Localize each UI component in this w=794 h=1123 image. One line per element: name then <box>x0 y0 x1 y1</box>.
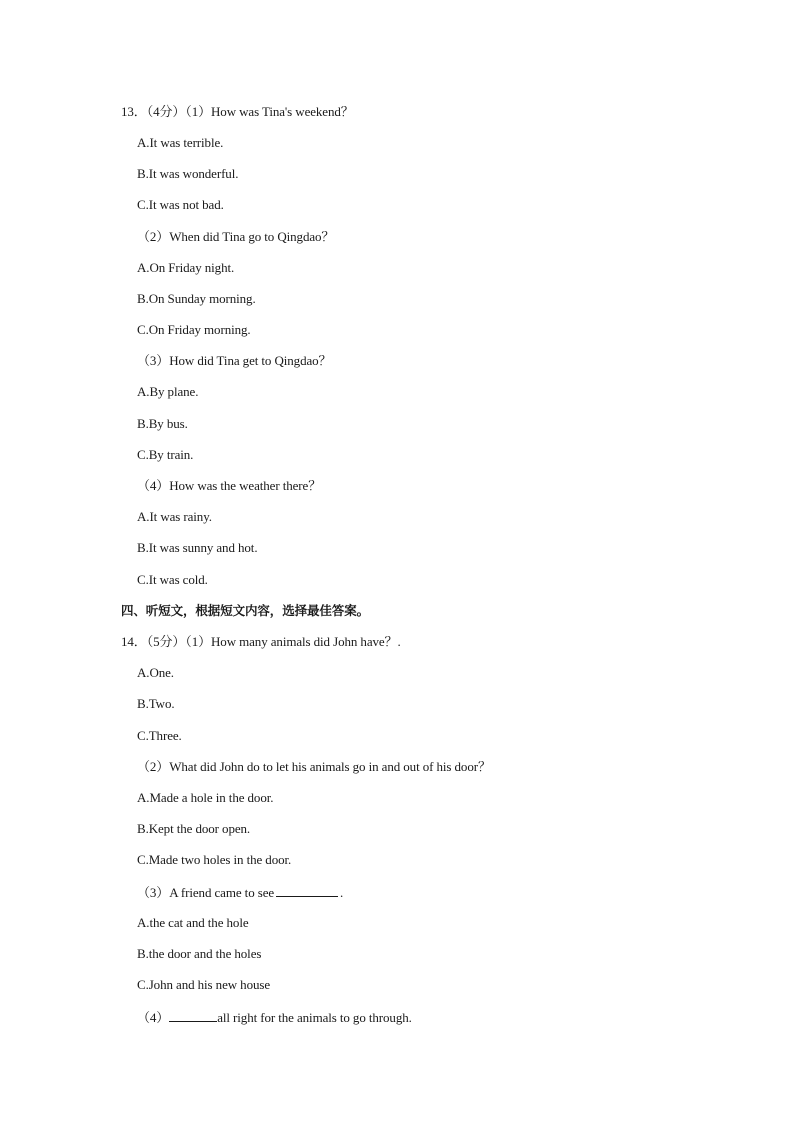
q14-s3-option-c: C.John and his new house <box>137 977 271 992</box>
q14-s1-option-b: B.Two. <box>137 696 175 711</box>
answer-blank <box>169 1009 217 1022</box>
q13-s3-question: （3）How did Tina get to Qingdao？ <box>137 353 332 368</box>
q13-s3-option-b: B.By bus. <box>137 416 188 431</box>
q14-s3-question <box>137 884 343 901</box>
q13-s3-option-c: C.By train. <box>137 447 194 462</box>
answer-blank <box>276 884 338 897</box>
q14-s1-option-a: A.One. <box>137 665 174 680</box>
q14-s2-option-a: A.Made a hole in the door. <box>137 790 274 805</box>
q13-s2-option-c: C.On Friday morning. <box>137 322 251 337</box>
q14-stem: 14．（5分）（1）How many animals did John have？. <box>121 634 401 649</box>
q13-s2-option-a: A.On Friday night. <box>137 260 235 275</box>
q13-s1-option-b: B.It was wonderful. <box>137 166 239 181</box>
q13-s2-question: （2）When did Tina go to Qingdao？ <box>137 229 335 244</box>
q13-stem: 13．（4分）（1）How was Tina's weekend？ <box>121 104 354 119</box>
q13-s4-option-c: C.It was cold. <box>137 572 208 587</box>
q14-s2-option-b: B.Kept the door open. <box>137 821 251 836</box>
q14-s4-number: （4） <box>137 1010 170 1025</box>
section-4-heading: 四、听短文，根据短文内容，选择最佳答案。 <box>121 603 370 618</box>
q14-s4-text: all right for the animals to go through. <box>217 1010 412 1025</box>
q14-s2-question: （2）What did John do to let his animals go in and out of his door？ <box>137 759 491 774</box>
q13-s3-option-a: A.By plane. <box>137 384 199 399</box>
q13-s4-question: （4）How was the weather there？ <box>137 478 322 493</box>
q14-s1-option-c: C.Three. <box>137 728 182 743</box>
q14-s3-option-b: B.the door and the holes <box>137 946 262 961</box>
q14-s3-period: . <box>340 885 344 900</box>
q14-s2-option-c: C.Made two holes in the door. <box>137 852 292 867</box>
q13-s1-option-c: C.It was not bad. <box>137 197 224 212</box>
q13-s2-option-b: B.On Sunday morning. <box>137 291 256 306</box>
q14-s3-text: （3）A friend came to see <box>137 885 275 900</box>
q14-s4-question <box>137 1009 412 1026</box>
q14-s3-option-a: A.the cat and the hole <box>137 915 249 930</box>
q13-s4-option-b: B.It was sunny and hot. <box>137 540 258 555</box>
q13-s1-option-a: A.It was terrible. <box>137 135 224 150</box>
q13-s4-option-a: A.It was rainy. <box>137 509 212 524</box>
